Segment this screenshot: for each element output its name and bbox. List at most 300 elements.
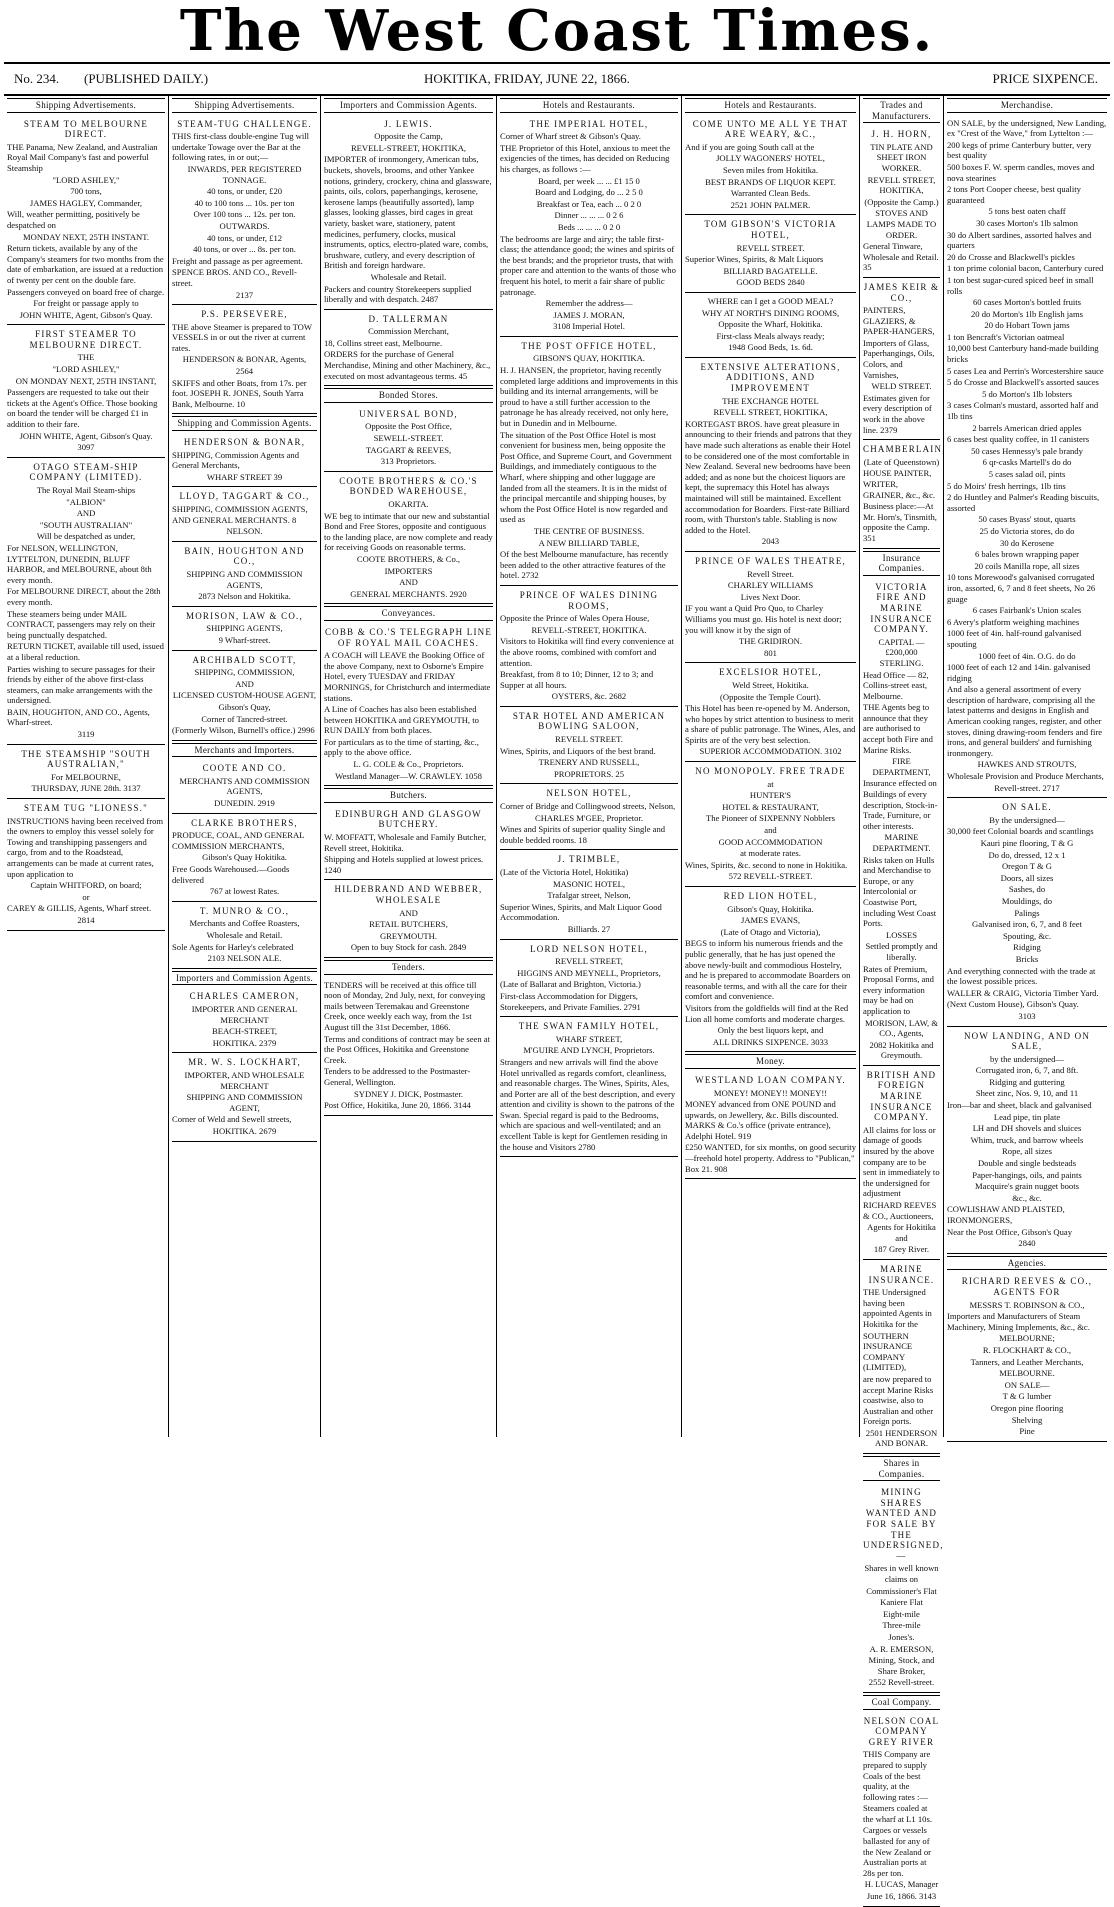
ad-text: JAMES J. MORAN, xyxy=(553,309,625,320)
section-heading: Trades and Manufacturers. xyxy=(863,98,940,123)
ad-text: MARINE DEPARTMENT. xyxy=(872,832,931,853)
ad-text: (Opposite the Camp.) xyxy=(864,196,939,207)
ad-text: Wines, Spirits, &c. second to none in Hokitika. xyxy=(685,859,848,870)
ad-text: £250 WANTED, for six months, on good security—freehold hotel property. Address to "Publican," Box 21. 908 xyxy=(685,1142,856,1174)
ad-text: (Late of the Victoria Hotel, Hokitika) xyxy=(500,867,629,877)
ad-text: RICHARD REEVES & CO., Auctioneers, xyxy=(863,1200,937,1221)
section-heading: Coal Company. xyxy=(863,1695,940,1710)
ad-text: 5 do Crosse and Blackwell's assorted sauces xyxy=(947,377,1099,388)
ad-text: PAINTERS, GLAZIERS, & PAPER-HANGERS, xyxy=(863,305,935,337)
advertisement xyxy=(863,1483,944,1693)
ad-text: Shelving xyxy=(1011,1414,1043,1425)
ad-text: Spouting, &c. xyxy=(1003,930,1051,941)
ad-text: REVELL STREET. xyxy=(736,242,805,253)
ad-text: Paper-hangings, oils, and paints xyxy=(972,1169,1082,1180)
ad-text: AND xyxy=(235,678,254,689)
ad-text: MERCHANTS AND COMMISSION AGENTS, xyxy=(179,775,310,797)
ad-text: KORTEGAST BROS. have great pleasure in announcing to their friends and patrons that they have made such alterations as enable their Hotel to be considered one of the most comfortable in New Zealand. Several new bedrooms have been added; and as none but the choicest liquors are kept, the supremacy this Hotel has always maintained will still be maintained. Excellent accommodation for Boarders. First-rate Billiard room, with Thurston's table. Stabling is now added to the Hotel. xyxy=(685,418,852,535)
ad-title: BAIN, HOUGHTON AND CO., xyxy=(184,545,305,567)
ad-text: JOLLY WAGONERS' HOTEL, xyxy=(716,153,825,164)
ad-text: 6 bales brown wrapping paper xyxy=(974,549,1080,560)
ad-text: 3 cases Colman's mustard, assorted half and 1lb tins xyxy=(947,400,1099,422)
ad-text: Revell-street. 2717 xyxy=(994,782,1060,793)
ad-title: UNIVERSAL BOND, xyxy=(359,408,458,419)
ad-title: J. TRIMBLE, xyxy=(557,854,621,865)
ad-text: Mouldings, do xyxy=(1001,895,1053,906)
ad-text: (Late of Queenstown) xyxy=(863,456,940,467)
ad-text: DUNEDIN. 2919 xyxy=(214,798,275,809)
ad-title: MARINE INSURANCE. xyxy=(868,1263,935,1285)
ad-text: Wines and Spirits of superior quality Single and double bedded rooms. 18 xyxy=(500,824,666,845)
advertisement xyxy=(685,293,856,358)
advertisement xyxy=(500,115,678,337)
ad-text: (Formerly Wilson, Burnell's office.) 2996 xyxy=(172,725,315,736)
ad-text: INSTRUCTIONS having been received from the owners to employ this vessel solely for Towing and transhipping passengers and cargo, from and to the Roadstead, arrangements can be made at current rates, upon application to xyxy=(7,815,164,879)
ad-text: The situation of the Post Office Hotel is most convenient for business men, being opposite the Post Office, and Supreme Court, and Government Buildings, and immediately contiguous to the Wharf, where shipping and other luggage are landed from all the steamers. It is in the midst of the principal mercantile and shipping houses, by whom the Post Office Hotel is now regarded and used as xyxy=(500,429,672,525)
section-heading: Shares in Companies. xyxy=(863,1456,940,1481)
advertisement xyxy=(172,1053,317,1141)
section-heading: Butchers. xyxy=(324,788,493,803)
advertisement xyxy=(172,305,317,414)
ad-text: GIBSON'S QUAY, HOKITIKA. xyxy=(533,353,645,364)
ad-text: Corner of Bridge and Collingwood streets, Nelson, xyxy=(500,801,676,812)
ad-text: Board, per week ... ... £1 15 0 xyxy=(538,175,640,186)
ad-text: 6 cases best quality coffee, in 1l canisters xyxy=(947,434,1090,445)
ad-text: Over 100 tons ... 12s. per ton. xyxy=(193,209,296,220)
ad-text: 2552 Revell-street. xyxy=(868,1677,935,1688)
ad-text: And if you are going South call at the xyxy=(685,141,815,152)
ad-text: T & G lumber xyxy=(1002,1391,1052,1402)
ad-text: Of the best Melbourne manufacture, has recently been added to the other attractive features of the hotel. 2732 xyxy=(500,549,669,581)
ad-text: Head Office — 82, Collins-street east, Melbourne. xyxy=(863,669,929,701)
ad-title: STAR HOTEL AND AMERICAN BOWLING SALOON, xyxy=(512,710,666,732)
advertisement xyxy=(172,433,317,487)
ad-text: THIS Company are prepared to supply Coals of the best quality, at the following rates :— xyxy=(863,1749,931,1802)
ad-text: HOKITIKA. 2379 xyxy=(212,1037,277,1048)
ad-text: H. LUCAS, Manager xyxy=(864,1879,939,1890)
ad-text: Breakfast or Tea, each ... 0 2 0 xyxy=(536,198,642,209)
ad-text: Free Goods Warehoused.—Goods delivered xyxy=(172,864,290,885)
ad-text: Weld Street, Hokitika. xyxy=(732,679,809,690)
ad-title: EDINBURGH AND GLASGOW BUTCHERY. xyxy=(335,808,482,830)
ad-text: R. FLOCKHART & CO., xyxy=(982,1344,1072,1355)
advertisement xyxy=(172,542,317,607)
ad-title: MORISON, LAW & CO., xyxy=(186,610,303,621)
advertisement xyxy=(863,1260,940,1454)
section-heading: Shipping Advertisements. xyxy=(7,98,165,113)
ad-title: ARCHIBALD SCOTT, xyxy=(192,654,297,665)
advertisement xyxy=(172,607,317,651)
ad-text: Opposite the Prince of Wales Opera House, xyxy=(500,613,650,624)
ad-text: Three-mile xyxy=(882,1620,921,1631)
ad-text: 9 Wharf-street. xyxy=(218,634,271,645)
advertisement xyxy=(685,358,856,552)
ad-text: IMPORTERS xyxy=(384,565,433,576)
ad-text: Corner of Tancred-street. xyxy=(201,713,288,724)
advertisement xyxy=(863,278,940,440)
ad-text: Ridging xyxy=(1013,942,1041,953)
ad-text: SUPERIOR ACCOMMODATION. 3102 xyxy=(699,746,842,757)
ad-text: Lives Next Door. xyxy=(740,591,801,602)
advertisement xyxy=(500,850,678,939)
advertisement xyxy=(324,310,493,387)
section-heading: Importers and Commission Agents. xyxy=(172,971,317,986)
ad-text: 187 Grey River. xyxy=(873,1244,930,1255)
ad-text: SEWELL-STREET. xyxy=(373,433,444,444)
ad-text: 40 tons, or under, £12 xyxy=(206,232,283,243)
ad-text: Sole Agents for Harley's celebrated xyxy=(172,941,294,952)
section-heading: Bonded Stores. xyxy=(324,388,493,403)
advertisement xyxy=(685,215,856,293)
ad-text: Opposite the Wharf, Hokitika. xyxy=(718,319,823,330)
issue-date: HOKITIKA, FRIDAY, JUNE 22, 1866. xyxy=(424,71,630,86)
ad-text: 25 do Victoria stores, do do xyxy=(979,525,1075,536)
ad-text: Dinner ... ... ... 0 2 6 xyxy=(554,210,624,221)
ad-text: Palings xyxy=(1014,907,1040,918)
ad-text: THE above Steamer is prepared to TOW VESSELS in or out the river at current rates. xyxy=(172,321,312,353)
section-heading: Money. xyxy=(685,1054,856,1069)
ad-text: IMPORTER of ironmongery, American tubs, buckets, shovels, brooms, and other Yankee notions, grindery, crockery, china and glassware, paints, oils, colors, paperhangings, kerosene, kerosene lamps (beautifully assorted), lamp glasses, looking glasses, bird cages in great variety, basket ware, stationery, patent medicines, perfumery, clocks, musical instruments, optics, electro-plated ware, combs, brushware, cutlery, and every description of British and foreign hardware. xyxy=(324,154,492,271)
ad-text: Post Office, Hokitika, June 20, 1866. 3144 xyxy=(324,1100,471,1111)
ad-text: 2840 xyxy=(1018,1238,1036,1249)
ad-text: ORDERS for the purchase of General Merchandise, Mining and other Machinery, &c., executed on most advantageous terms. 45 xyxy=(324,349,491,381)
advertisement xyxy=(500,337,678,586)
ad-text: (Opposite the Temple Court). xyxy=(720,691,821,702)
section-heading: Hotels and Restaurants. xyxy=(500,98,678,113)
ad-title: J. H. HORN, xyxy=(871,129,932,140)
advertisement xyxy=(500,1017,678,1157)
ad-text: SPENCE BROS. AND CO., Revell-street. xyxy=(172,267,297,288)
ad-text: BEACH-STREET, xyxy=(211,1026,277,1037)
ad-text: 1000 feet of 4in. half-round galvanised spouting xyxy=(947,628,1082,649)
ad-text: Double and single bedsteads xyxy=(977,1158,1077,1169)
ad-text: THE Panama, New Zealand, and Australian Royal Mail Company's fast and powerful Steamship xyxy=(7,141,158,173)
ad-text: TIN PLATE AND SHEET IRON WORKER. xyxy=(870,141,933,173)
ad-title: THE IMPERIAL HOTEL, xyxy=(529,118,649,129)
ad-text: 2103 NELSON ALE. xyxy=(207,953,282,964)
advertisement xyxy=(7,115,165,326)
ad-text: "LORD ASHLEY," xyxy=(52,174,120,185)
ad-text: SHIPPING AND COMMISSION AGENT, xyxy=(186,1092,303,1113)
ad-text: 2814 xyxy=(77,914,95,925)
column-5 xyxy=(682,96,860,1437)
section-heading: Hotels and Restaurants. xyxy=(685,98,856,113)
ad-text: 5 cases salad oil, pints xyxy=(988,469,1066,479)
ad-text: June 16, 1866. 3143 xyxy=(866,1891,937,1902)
advertisement xyxy=(324,977,493,1116)
ad-text: For NELSON, WELLINGTON, LYTTELTON, DUNEDIN, BLUFF HARBOR, and MELBOURNE, about 8th every month. xyxy=(7,542,152,585)
ad-text: WHY AT NORTH'S DINING ROOMS, xyxy=(701,307,840,318)
ad-title: STEAM TO MELBOURNE DIRECT. xyxy=(23,118,149,140)
ad-title: COOTE BROTHERS & CO.'S BONDED WAREHOUSE, xyxy=(339,475,478,497)
advertisement xyxy=(7,745,165,799)
advertisement xyxy=(500,784,678,850)
ad-text: All claims for loss or damage of goods insured by the above company are to be sent in immediately to the undersigned for adjustment xyxy=(863,1124,940,1199)
ad-text: 6 Avery's platform weighing machines xyxy=(947,616,1080,627)
ad-text: And everything connected with the trade at the lowest possible prices. xyxy=(947,965,1096,987)
advertisement xyxy=(685,1071,856,1179)
advertisement xyxy=(172,814,317,902)
ad-text: A COACH will LEAVE the Booking Office of the above Company, next to Osborne's Empire Hotel, every TUESDAY and FRIDAY MORNINGS, for Christchurch and intermediate stations. xyxy=(324,650,491,703)
ad-text: Board and Lodging, do ... 2 5 0 xyxy=(535,187,643,198)
ad-text: 2873 Nelson and Hokitika. xyxy=(198,591,291,602)
ad-text: THURSDAY, JUNE 28th. 3137 xyxy=(31,783,141,794)
ad-text: HAWKES AND STROUTS, xyxy=(977,759,1077,770)
ad-text: SHIPPING, COMMISSION AGENTS, AND GENERAL MERCHANTS. 8 xyxy=(172,504,308,525)
advertisement xyxy=(685,762,856,887)
ad-text: SHIPPING, COMMISSION, xyxy=(194,667,295,678)
ad-title: NELSON COAL COMPANY GREY RIVER xyxy=(863,1715,940,1747)
ad-text: THIS first-class double-engine Tug will undertake Towage over the Bar at the following rates, in or out;— xyxy=(172,131,310,163)
ad-text: 572 REVELL-STREET. xyxy=(728,871,813,882)
ad-text: Parties wishing to secure passages for their friends by either of the above first-class steamers, can make arrangements with the undersigned. xyxy=(7,663,155,706)
ad-text: Jones's. xyxy=(888,1631,915,1642)
advertisement xyxy=(685,663,856,762)
ad-text: 60 cases Morton's bottled fruits xyxy=(972,297,1081,308)
ad-text: WE beg to intimate that our new and substantial Bond and Free Stores, opposite and contiguous to the landing place, are now complete and ready for receiving Goods on reasonable terms. xyxy=(324,510,493,553)
ad-text: 30 do Albert sardines, assorted halves and quarters xyxy=(947,229,1092,251)
advertisement xyxy=(863,1712,940,1907)
advertisement xyxy=(863,578,940,1066)
ad-text: THE CENTRE OF BUSINESS. xyxy=(533,525,645,536)
ad-text: SHIPPING, Commission Agents and General Merchants, xyxy=(172,449,300,471)
ad-text: 2501 HENDERSON AND BONAR. xyxy=(865,1427,938,1449)
ad-text: 40 tons, or under, £20 xyxy=(206,186,283,197)
publication-note: (PUBLISHED DAILY.) xyxy=(84,71,209,86)
ad-text: 6 cases Fairbank's Union scales xyxy=(972,605,1082,616)
ad-text: These steamers being under MAIL CONTRACT, passengers may rely on their being punctually despatched. xyxy=(7,608,156,640)
ad-text: CAPITAL — £200,000 STERLING. xyxy=(878,636,925,668)
ad-title: THE SWAN FAMILY HOTEL, xyxy=(518,1021,660,1032)
ad-text: TENDERS will be received at this office till noon of Monday, 2nd July, next, for conveying mails between Teremakau and Greenstone Creek, once weekly each way, from the 1st August till the 31st December, 1866. xyxy=(324,979,486,1032)
ad-text: Insurance effected on Buildings of every description, Stock-in-Trade, Furniture, or other interests. xyxy=(863,778,938,831)
ad-text: Gibson's Quay, xyxy=(218,701,271,712)
section-heading: Agencies. xyxy=(947,1256,1107,1271)
ad-text: Macquire's grain nugget boots xyxy=(975,1181,1079,1192)
ad-text: Corner of Wharf street & Gibson's Quay. xyxy=(500,131,641,142)
ad-text: 313 Proprietors. xyxy=(380,456,437,467)
ad-text: Mining, Stock, and Share Broker, xyxy=(868,1655,935,1676)
ad-text: CHARLES M'GEE, Proprietor. xyxy=(534,812,643,823)
ad-text: Seven miles from Hokitika. xyxy=(723,164,818,175)
ad-text: LH and DH shovels and sluices xyxy=(972,1123,1082,1134)
ad-text: SOUTHERN INSURANCE COMPANY (LIMITED), xyxy=(863,1330,913,1373)
ad-text: Near the Post Office, Gibson's Quay xyxy=(947,1226,1073,1237)
ad-text: Strangers and new arrivals will find the above Hotel unrivalled as regards comfort, cleanliness, and reasonable charges. The Wines, Spirits, Ales, and Porter are all of the best description, and every attention and civility is shown to the patrons of the Swan. Special regard is paid to the Bedrooms, which are spacious and well-ventilated; and an excellent Table is kept for Gentlemen residing in the house and Visitors 2780 xyxy=(500,1056,676,1152)
ad-title: EXCELSIOR HOTEL, xyxy=(719,667,822,678)
ad-text: Visitors to Hokitika will find every convenience at the above rooms, combined with comfort and attention. xyxy=(500,636,674,668)
ad-text: 40 tons, or over ... 8s. per ton. xyxy=(193,244,296,255)
ad-text: by the undersigned— xyxy=(990,1053,1064,1064)
ad-text: HUNTER'S xyxy=(749,790,792,801)
ad-text: Visitors from the goldfields will find at the Red Lion all home comforts and moderate charges. xyxy=(685,1002,849,1024)
ad-text: WHARF STREET, xyxy=(555,1033,623,1044)
ad-text: Pine xyxy=(1019,1426,1035,1437)
ad-text: Settled promptly and liberally. xyxy=(865,941,938,962)
advertisement xyxy=(500,586,678,707)
ad-text: 6 qr-casks Martell's do do xyxy=(982,457,1072,468)
ad-title: MR. W. S. LOCKHART, xyxy=(188,1057,301,1068)
advertisement xyxy=(7,325,165,458)
ad-text: WELD STREET. xyxy=(871,381,932,392)
ad-text: REVELL STREET, xyxy=(555,956,623,967)
ad-text: 500 boxes F. W. sperm candles, moves and nova stearines xyxy=(947,161,1095,183)
ad-text: FIRE DEPARTMENT, xyxy=(872,756,931,777)
ad-title: BRITISH AND FOREIGN MARINE INSURANCE COMPANY. xyxy=(866,1069,937,1123)
ad-title: OTAGO STEAM-SHIP COMPANY (LIMITED). xyxy=(29,461,143,483)
ad-text: Gibson's Quay Hokitika. xyxy=(202,852,287,863)
ad-text: Sheet zinc, Nos. 9, 10, and 11 xyxy=(975,1088,1079,1099)
ad-text: 767 at lowest Rates. xyxy=(209,886,280,897)
advertisement xyxy=(947,1027,1107,1254)
advertisement xyxy=(172,651,317,741)
ad-title: STEAM TUG "LIONESS." xyxy=(24,803,148,814)
ad-text: 5 do Morton's 1lb lobsters xyxy=(982,388,1072,399)
column-2 xyxy=(169,96,321,1437)
ad-text: THE xyxy=(77,352,95,363)
ad-text: and xyxy=(764,825,777,836)
ad-text: 3103 xyxy=(1018,1010,1036,1021)
advertisement xyxy=(172,115,317,306)
advertisement xyxy=(172,902,317,969)
ad-text: First-class Accommodation for Diggers, Storekeepers, and Private Families. 2791 xyxy=(500,990,641,1012)
ad-text: 3119 xyxy=(77,729,95,740)
ad-title: NO MONOPOLY. FREE TRADE xyxy=(695,766,846,777)
advertisement xyxy=(947,798,1107,1026)
ad-text: A Line of Coaches has also been established between HOKITIKA and GREYMOUTH, to RUN DAILY from both places. xyxy=(324,704,479,736)
ad-text: MASONIC HOTEL, xyxy=(552,878,626,889)
ad-text: Corner of Weld and Sewell streets, xyxy=(172,1114,292,1125)
ad-text: Eight-mile xyxy=(883,1608,920,1619)
advertisement xyxy=(324,472,493,605)
ad-text: GOOD ACCOMMODATION xyxy=(718,836,823,847)
ad-text: JOHN WHITE, Agent, Gibson's Quay. xyxy=(19,309,153,320)
ad-title: CLARKE BROTHERS, xyxy=(191,817,298,828)
ad-text: Corrugated iron, 6, 7, and 8ft. xyxy=(975,1065,1079,1076)
ad-text: ON MONDAY NEXT, 25TH INSTANT, xyxy=(15,375,157,386)
ad-text: SHIPPING AGENTS, xyxy=(206,623,283,634)
ad-text: THE Undersigned having been appointed Agents in Hokitika for the xyxy=(863,1287,932,1329)
ad-text: IMPORTER, AND WHOLESALE MERCHANT xyxy=(184,1069,305,1091)
ad-text: Captain WHITFORD, on board; xyxy=(30,880,142,891)
ad-text: Rates of Premium, Proposal Forms, and every information may be had on application to xyxy=(863,963,934,1016)
ad-text: Gibson's Quay, Hokitika. xyxy=(727,903,814,914)
ad-text: Open to buy Stock for cash. 2849 xyxy=(350,942,467,953)
ad-text: "LORD ASHLEY," xyxy=(52,364,120,375)
ad-text: BAIN, HOUGHTON, AND CO., Agents, Wharf-street. xyxy=(7,706,150,728)
ad-text: Lead pipe, tin plate xyxy=(993,1111,1061,1122)
ad-text: Risks taken on Hulls and Merchandise to Europe, or any Intercolonial or Coastwise Port, including West Coast Ports. xyxy=(863,854,937,929)
ad-text: are now prepared to accept Marine Risks coastwise, also to Australian and other Foreign ports. xyxy=(863,1373,934,1427)
ad-text: AND xyxy=(399,577,418,588)
ad-text: 50 cases Byass' stout, quarts xyxy=(978,514,1076,525)
ad-text: RETAIL BUTCHERS, xyxy=(369,919,448,930)
ad-text: 5 tons best oaten chaff xyxy=(988,206,1066,217)
ad-text: 30,000 feet Colonial boards and scantlings xyxy=(947,826,1094,837)
ad-text: SKIFFS and other Boats, from 17s. per foot. JOSEPH R. JONES, South Yarra Bank, Melbourne. 10 xyxy=(172,377,307,409)
ad-text: Estimates given for every description of work in the above line. 2379 xyxy=(863,392,932,435)
ad-text: 2564 xyxy=(235,366,254,377)
ad-text: BEGS to inform his numerous friends and the public generally, that he has just opened the above newly-built and commodious Hostelry, and he is prepared to accommodate Boarders on reasonable terms, and with all the care for their comfort and convenience. xyxy=(685,938,851,1002)
ad-text: Remember the address— xyxy=(545,298,633,309)
ad-text: Billiards. 27 xyxy=(567,923,611,934)
ad-text: PRODUCE, COAL, AND GENERAL COMMISSION MERCHANTS, xyxy=(172,830,305,851)
ad-text: REVELL-STREET, HOKITIKA. xyxy=(531,624,647,635)
ad-text: MONEY! MONEY!! MONEY!! xyxy=(713,1087,828,1098)
ad-title: RED LION HOTEL, xyxy=(723,891,818,901)
ad-text: Importers and Manufacturers of Steam Machinery, Mining Implements, &c., &c. xyxy=(947,1311,1090,1332)
ad-text: HOTEL & RESTAURANT, xyxy=(722,801,819,812)
ad-text: THE EXCHANGE HOTEL xyxy=(722,395,819,406)
ad-text: The Royal Mail Steam-ships xyxy=(36,485,136,495)
ad-text: Wholesale and Retail. xyxy=(206,930,283,940)
ad-text: Ridging and guttering xyxy=(989,1076,1065,1087)
ad-text: REVELL STREET, HOKITIKA, xyxy=(713,407,828,418)
ad-text: MONDAY NEXT, 25TH INSTANT. xyxy=(22,231,150,242)
ad-text: RETURN TICKET, available till used, issued at a liberal reduction. xyxy=(7,641,164,662)
section-heading: Conveyances. xyxy=(324,606,493,621)
ad-text: 1 ton prime colonial bacon, Canterbury cured xyxy=(947,263,1104,274)
ad-title: JAMES KEIR & CO., xyxy=(863,281,940,303)
section-heading: Insurance Companies. xyxy=(863,551,940,576)
ad-text: Cargoes or vessels ballasted for any of the New Zealand or Australian ports at 28s per ton. xyxy=(863,1825,932,1878)
ad-text: HOKITIKA. 2679 xyxy=(212,1125,277,1136)
ad-text: GREYMOUTH. xyxy=(379,930,438,941)
ad-text: STOVES AND LAMPS MADE TO ORDER. xyxy=(866,208,937,240)
ad-text: ON SALE— xyxy=(1004,1379,1050,1390)
ad-text: Steamers coaled at the wharf at L1 10s. xyxy=(863,1803,932,1824)
ad-text: ON SALE, by the undersigned, New Landing, ex "Crest of the Wave," from Lyttelton :— xyxy=(947,117,1107,139)
advertisement xyxy=(685,552,856,663)
ad-text: 20 coils Manilla rope, all sizes xyxy=(974,560,1080,571)
advertisement xyxy=(685,115,856,216)
ad-text: Beds ... ... ... 0 2 0 xyxy=(557,221,621,232)
section-heading: Shipping and Commission Agents. xyxy=(172,416,317,431)
ad-text: Passengers are requested to take out their tickets at the Agent's Office. Those booking on board the tender will be charged £1 in addition to their fare. xyxy=(7,387,158,430)
ad-text: SHIPPING AND COMMISSION AGENTS, xyxy=(186,568,303,590)
ad-text: W. MOFFATT, Wholesale and Family Butcher, Revell street, Hokitika. xyxy=(324,832,487,853)
ad-text: 20 do Morton's 1lb English jams xyxy=(970,308,1084,319)
ad-text: Superior Wines, Spirits, & Malt Liquors xyxy=(685,254,824,265)
ad-text: CAREY & GILLIS, Agents, Wharf street. xyxy=(7,903,152,914)
ad-text: REVELL STREET, HOKITIKA, xyxy=(867,174,936,196)
section-heading: Tenders. xyxy=(324,960,493,975)
ad-text: (Next Custom House), Gibson's Quay. xyxy=(947,999,1079,1010)
ad-title: PRINCE OF WALES DINING ROOMS, xyxy=(519,589,659,611)
ad-text: HOUSE PAINTER, WRITER, GRAINER, &c., &c. xyxy=(863,468,936,500)
ad-text: For particulars as to the time of starting, &c., apply to the above office. xyxy=(324,736,479,758)
ad-text: 700 tons, xyxy=(70,186,102,197)
advertisement xyxy=(324,880,493,958)
ad-text: Packers and country Storekeepers supplied liberally and with despatch. 2487 xyxy=(324,283,472,305)
ad-text: Bricks xyxy=(1015,953,1039,964)
advertisement xyxy=(324,805,493,881)
ad-text: Westland Manager—W. CRAWLEY. 1058 xyxy=(335,770,482,781)
ad-text: Only the best liquors kept, and xyxy=(717,1025,824,1036)
section-heading: Merchants and Importers. xyxy=(172,743,317,758)
ad-text: (Late of Otago and Victoria), xyxy=(720,926,821,937)
ad-text: COOTE BROTHERS, & Co., xyxy=(356,553,461,564)
ad-text: AND xyxy=(76,508,96,519)
ad-text: OKARITA. xyxy=(388,499,429,509)
ad-title: COOTE AND CO. xyxy=(202,763,287,774)
ad-text: Will, weather permitting, positively be despatched on xyxy=(7,209,140,230)
ad-text: Commissioner's Flat xyxy=(866,1585,937,1596)
advertisement xyxy=(947,1272,1107,1441)
ad-text: OYSTERS, &c. 2682 xyxy=(551,691,627,702)
ad-text: REVELL-STREET, HOKITIKA, xyxy=(350,142,467,153)
ad-text: MORISON, LAW, & CO., Agents, xyxy=(865,1017,938,1039)
